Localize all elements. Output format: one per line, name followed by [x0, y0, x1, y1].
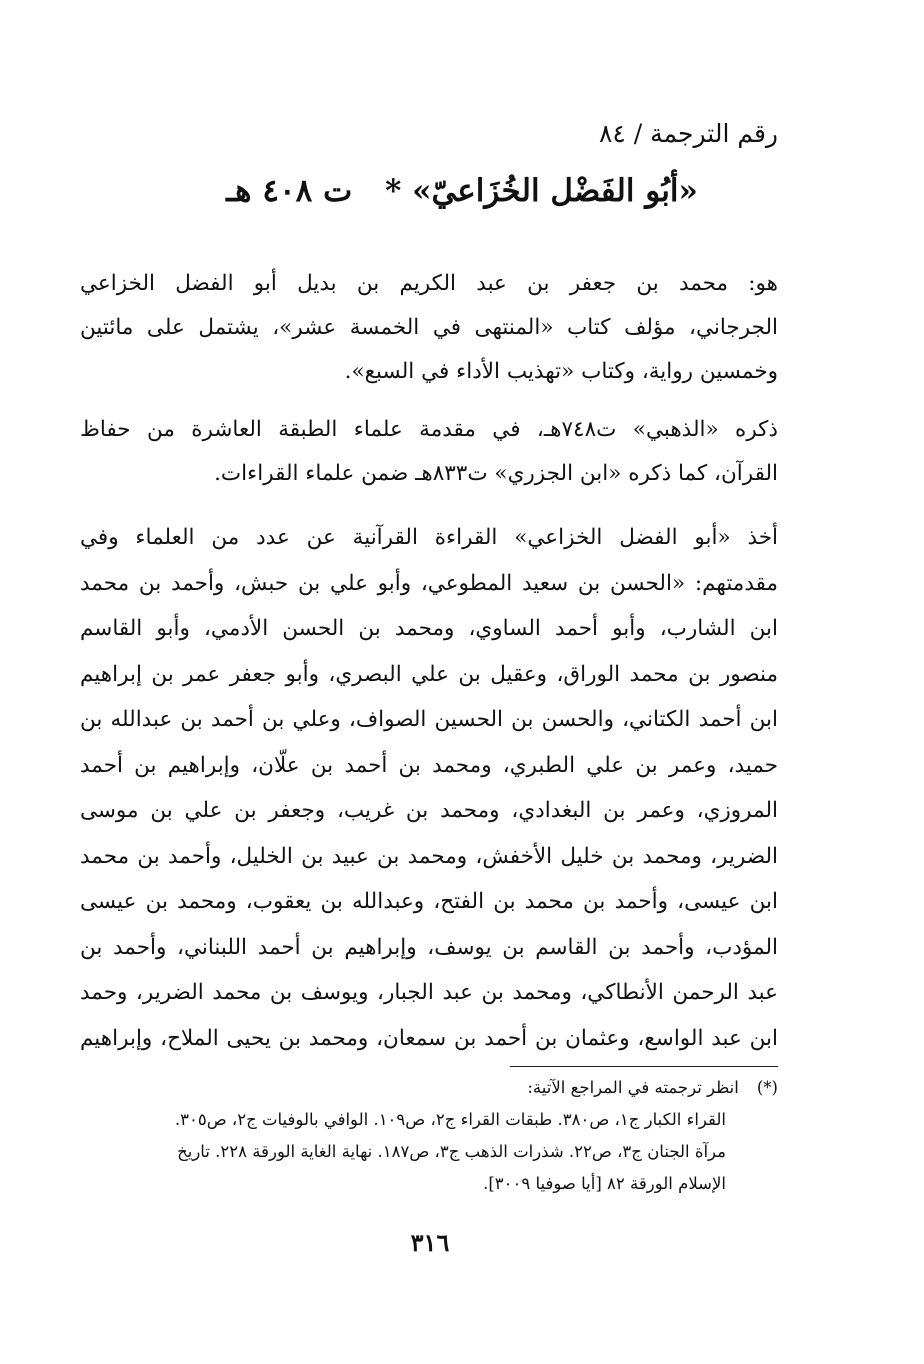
footnote [80, 1072, 778, 1200]
paragraph-mentions [80, 408, 778, 496]
subject-name: «أبُو الفَضْل الخُزَاعيّ» * [385, 173, 698, 209]
text-line: ابن أحمد الكتاني، والحسن بن الحسين الصواف، وعلي بن أحمد بن عبدالله بن [80, 707, 778, 732]
paragraph-teachers [80, 515, 778, 1061]
text-line: الجرجاني، مؤلف كتاب «المنتهى في الخمسة عشر»، يشتمل على مائتين [80, 315, 778, 340]
footnote-line: القراء الكبار ج١، ص٣٨٠. طبقات القراء ج٢، ص١٠٩. الوافي بالوفيات ج٢، ص٣٠٥. [174, 1110, 726, 1129]
text-line: منصور بن محمد الوراق، وعقيل بن علي البصري، وأبو جعفر عمر بن إبراهيم [80, 661, 778, 687]
text-line: مقدمتهم: «الحسن بن سعيد المطوعي، وأبو علي بن حبش، وأحمد بن محمد [80, 570, 778, 596]
text-line: ذكره «الذهبي» ت٧٤٨هـ، في مقدمة علماء الطبقة العاشرة من حفاظ [80, 417, 778, 442]
death-year: ت ٤٠٨ هـ [226, 173, 353, 209]
text-line: المروزي، وعمر بن البغدادي، ومحمد بن غريب، وجعفر بن علي بن موسى [80, 798, 778, 823]
footnote-intro: انظر ترجمته في المراجع الآتية: [527, 1078, 739, 1097]
text-line: القرآن، كما ذكره «ابن الجزري» ت٨٣٣هـ ضمن علماء القراءات. [214, 461, 778, 486]
biography-title [120, 168, 804, 214]
text-line: وخمسين رواية، وكتاب «تهذيب الأداء في السبع». [344, 359, 778, 384]
footnote-heading [80, 1072, 778, 1104]
footnote-marker: (*) [756, 1078, 778, 1097]
footnote-divider [510, 1066, 778, 1067]
text-line: عبد الرحمن الأنطاكي، ومحمد بن عبد الجبار، ويوسف بن محمد الضرير، وحمد [80, 980, 778, 1005]
text-line: حميد، وعمر بن علي الطبري، ومحمد بن أحمد بن علّان، وإبراهيم بن أحمد [80, 752, 778, 778]
footnote-line: الإسلام الورقة ٨٢ [أيا صوفيا ٣٠٠٩]. [483, 1174, 726, 1193]
text-line: المؤدب، وأحمد بن القاسم بن يوسف، وإبراهيم بن أحمد اللبناني، وأحمد بن [80, 934, 778, 960]
text-line: ابن عبد الواسع، وعثمان بن أحمد بن سمعان، ومحمد بن يحيى الملاح، وإبراهيم [80, 1025, 778, 1051]
paragraph-identity [80, 262, 778, 394]
biography-number: رقم الترجمة / ٨٤ [599, 119, 778, 148]
text-line: ابن عيسى، وأحمد بن محمد بن الفتح، وعبدالله بن يعقوب، ومحمد بن عيسى [80, 889, 778, 914]
text-line: أخذ «أبو الفضل الخزاعي» القراءة القرآنية عن عدد من العلماء وفي [80, 525, 778, 550]
text-line: ابن الشارب، وأبو أحمد الساوي، ومحمد بن الحسن الأدمي، وأبو القاسم [80, 616, 778, 641]
page-number: ٣١٦ [410, 1228, 450, 1257]
text-line: الضرير، ومحمد بن خليل الأخفش، ومحمد بن عبيد بن الخليل، وأحمد بن محمد [80, 843, 778, 869]
footnote-line: مرآة الجنان ج٣، ص٢٢. شذرات الذهب ج٣، ص١٨٧. نهاية الغاية الورقة ٢٢٨. تاريخ [177, 1142, 726, 1161]
text-line: هو: محمد بن جعفر بن عبد الكريم بن بديل أبو الفضل الخزاعي [80, 271, 778, 296]
